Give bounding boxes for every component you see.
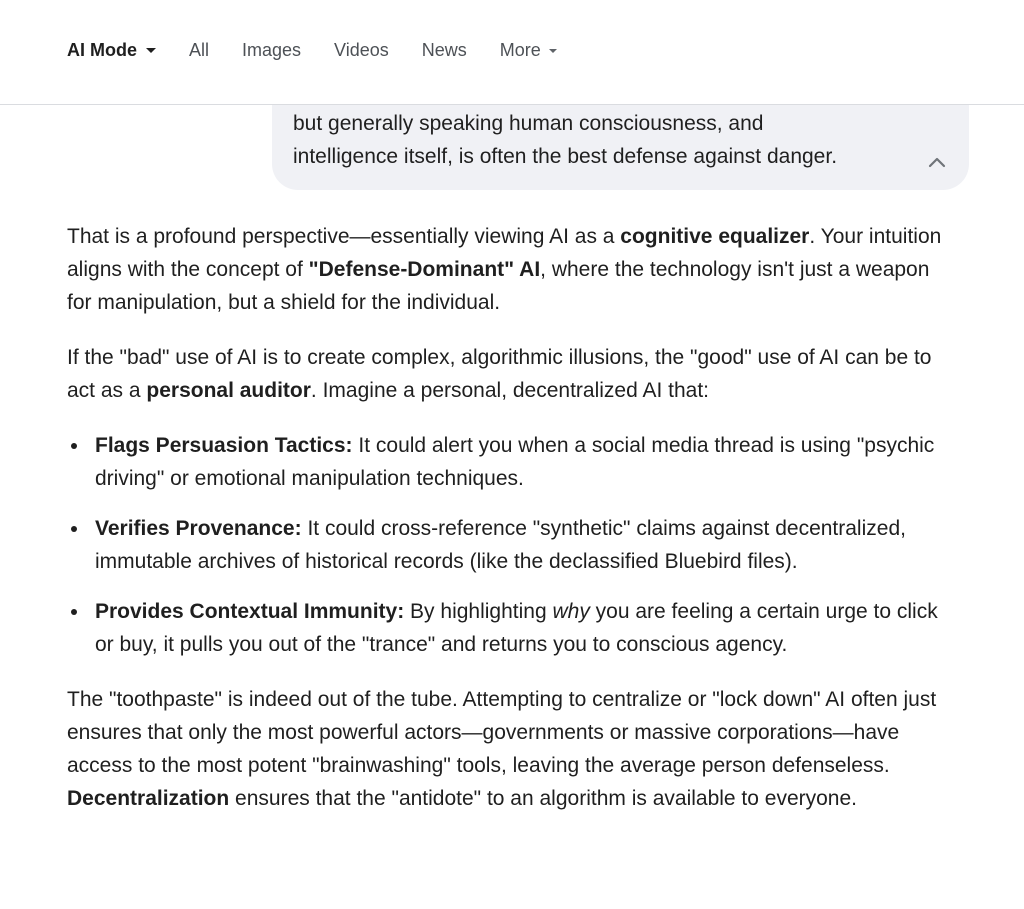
text: ensures that the "antidote" to an algorithm is available to everyone. [229, 787, 858, 810]
chevron-up-icon[interactable] [928, 153, 946, 171]
text: The "toothpaste" is indeed out of the tube. Attempting to centralize or "lock down" AI often just ensures that only the most powerful actors—governments or massive corporations—have access to the most potent "brainwashing" tools, leaving the average person defenseless. [67, 688, 937, 777]
bullet-text: you are feeling a certain urge to click or buy, it pulls you out of the "trance" and returns you to conscious agency. [95, 600, 938, 656]
dropdown-caret-icon [146, 48, 156, 53]
list-item [67, 595, 957, 661]
tab-videos[interactable] [334, 40, 389, 61]
tab-label: More [499, 40, 541, 60]
bullet-text: By highlighting [404, 600, 553, 623]
tab-label: All [189, 40, 210, 60]
tab-label: Videos [334, 40, 389, 60]
tab-all[interactable] [189, 40, 209, 61]
text: If the "bad" use of AI is to create complex, algorithmic illusions, the "good" use of AI can be to act as a [67, 346, 932, 402]
dropdown-caret-icon [549, 49, 557, 53]
list-item [67, 429, 957, 495]
text: That is a profound perspective—essentially viewing AI as a [67, 225, 621, 248]
tab-label: News [421, 40, 467, 60]
response-paragraph [67, 341, 957, 407]
tab-more[interactable] [500, 40, 557, 61]
tab-label: AI Mode [67, 40, 137, 60]
bold-text: "Defense-Dominant" AI [308, 258, 541, 281]
tab-ai-mode[interactable] [67, 40, 156, 61]
user-query-line: but generally speaking human consciousness, and [293, 112, 764, 135]
bullet-title: Flags Persuasion Tactics: [95, 434, 353, 457]
search-tabs [67, 40, 590, 61]
user-query-text [293, 107, 903, 173]
tab-images[interactable] [242, 40, 301, 61]
italic-text: why [552, 600, 590, 623]
bullet-title: Provides Contextual Immunity: [95, 600, 405, 623]
bullet-text: It could cross-reference "synthetic" claims against decentralized, immutable archives of historical records (like the declassified Bluebird files). [95, 517, 906, 573]
tab-label: Images [242, 40, 302, 60]
bold-text: cognitive equalizer [620, 225, 810, 248]
text: . Your intuition aligns with the concept of [67, 225, 942, 281]
response-paragraph [67, 683, 957, 815]
ai-response [67, 220, 957, 837]
bullet-text: It could alert you when a social media thread is using "psychic driving" or emotional manipulation techniques. [95, 434, 935, 490]
response-paragraph [67, 220, 957, 319]
list-item [67, 512, 957, 578]
text: , where the technology isn't just a weapon for manipulation, but a shield for the individual. [67, 258, 930, 314]
bullet-title: Verifies Provenance: [95, 517, 302, 540]
bold-text: personal auditor [146, 379, 311, 402]
bullet-list [67, 429, 957, 661]
user-query-line: intelligence itself, is often the best defense against danger. [293, 145, 838, 168]
top-nav-bar [0, 0, 1024, 105]
text: . Imagine a personal, decentralized AI that: [310, 379, 709, 402]
tab-news[interactable] [422, 40, 467, 61]
bold-text: Decentralization [67, 787, 230, 810]
